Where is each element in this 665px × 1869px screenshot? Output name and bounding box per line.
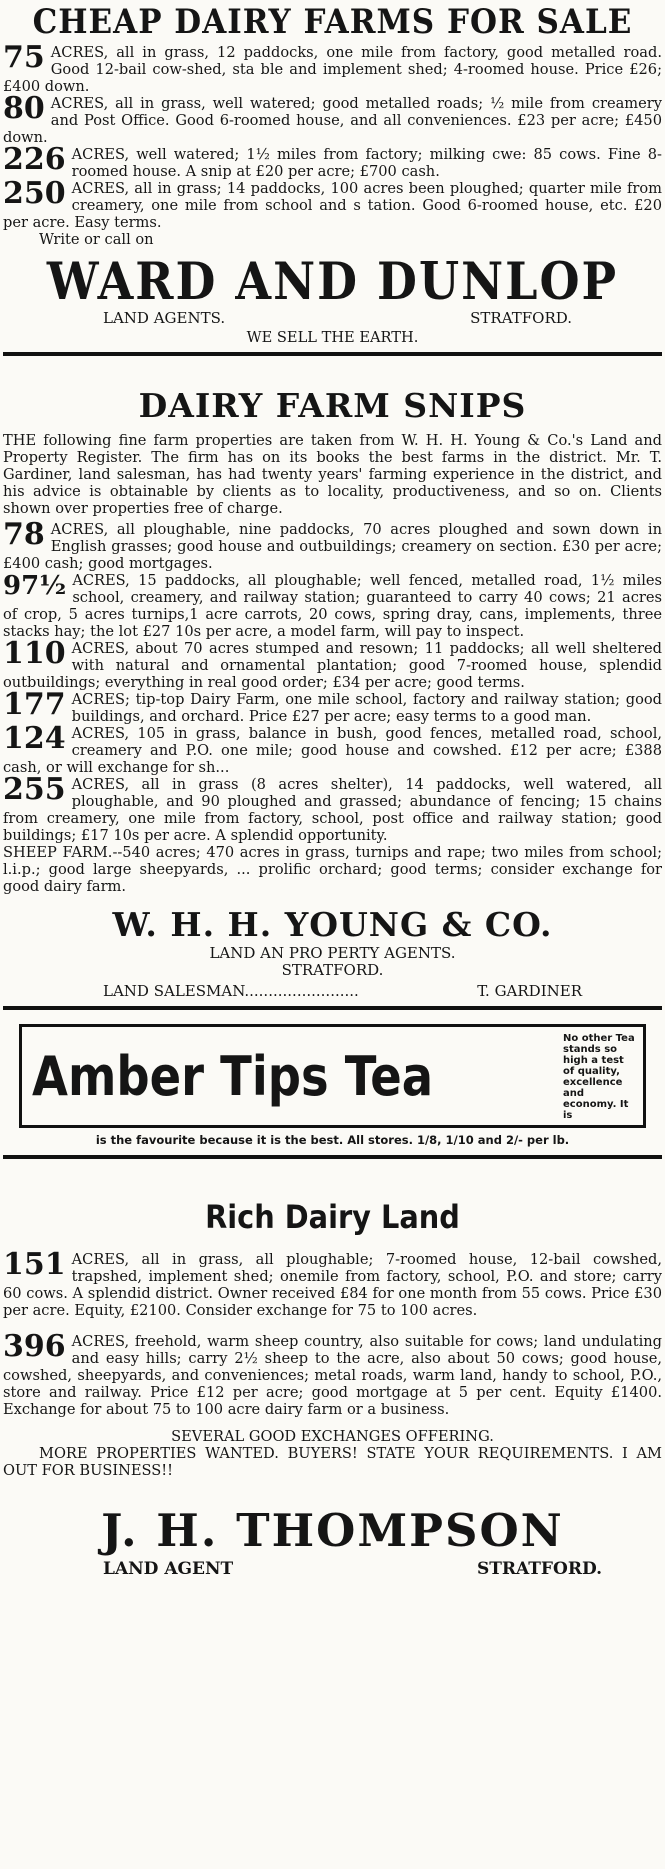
listing-255 — [3, 772, 662, 844]
listing-250 — [3, 176, 662, 231]
listing-text: ACRES, all in grass, 12 paddocks, one mile from factory, good metalled road. Good 12-bail cow-shed, sta ble and implement shed; 4-roomed house. Price £26; £400 down. — [3, 44, 662, 95]
listing-80 — [3, 91, 662, 146]
listing-number: 78 — [3, 517, 45, 552]
tea-side-text: No other Tea stands so high a test of quality, excellence and economy. It is — [563, 1033, 635, 1121]
listing-number: 177 — [3, 687, 66, 722]
listing-124 — [3, 721, 662, 776]
listing-number: 255 — [3, 772, 66, 807]
write-line: Write or call on — [39, 231, 154, 248]
young-co-title: W. H. H. YOUNG & CO. — [112, 905, 553, 944]
listing-number: 250 — [3, 176, 66, 211]
slogan: WE SELL THE EARTH. — [246, 329, 419, 346]
listing-396 — [3, 1329, 662, 1418]
listing-number: 226 — [3, 142, 66, 177]
salesman-name: T. GARDINER — [477, 982, 582, 1000]
ad2-heading: DAIRY FARM SNIPS — [138, 386, 527, 425]
listing-177 — [3, 687, 662, 725]
listing-text: ACRES, all in grass, well watered; good metalled roads; ½ mile from creamery and Post Office. Good 6-roomed house, and all conveniences. £23 per acre; £450 down. — [3, 95, 662, 146]
listing-text: ACRES, freehold, warm sheep country, also suitable for cows; land undulating and easy hills; carry 2½ sheep to the acre, also about 50 cows; good house, cowshed, sheepyards, and conveniences; metal roads, warm land, handy to school, P.O., store and railway. Price £12 per acre; good mortgage at 5 per cent. Equity £1400. Exchange for about 75 to 100 acre dairy farm or a business. — [3, 1333, 662, 1418]
listing-number: 75 — [3, 40, 45, 75]
divider — [3, 352, 662, 356]
ad1-heading: CHEAP DAIRY FARMS FOR SALE — [32, 2, 633, 42]
ward-dunlop-ad — [3, 2, 662, 356]
tea-ad — [3, 1024, 662, 1159]
listing-number: 80 — [3, 91, 45, 126]
stratford-label: STRATFORD. — [476, 1559, 602, 1579]
listing-text: ACRES, 15 paddocks, all ploughable; well fenced, metalled road, 1½ miles school, creamery, and railway station; guaranteed to carry 40 cows; 21 acres of crop, 5 acres turnips,1 acre carrots, 20 cows, spring dray, cans, implements, three stacks hay; the lot £27 10s per acre, a model farm, will pay to inspect. — [3, 572, 662, 640]
listing-text: ACRES, well watered; 1½ miles from factory; milking cwe: 85 cows. Fine 8-roomed house. A snip at £20 per acre; £700 cash. — [71, 146, 662, 180]
listing-text: ACRES, 105 in grass, balance in bush, good fences, metalled road, school, creamery and P.O. one mile; good house and cowshed. £12 per acre; £388 cash, or will exchange for sh... — [3, 725, 662, 776]
ward-dunlop-title: WARD AND DUNLOP — [46, 250, 619, 312]
listing-75 — [3, 40, 662, 95]
listing-text: ACRES, about 70 acres stumped and resown; 11 paddocks; all well sheltered with natural and ornamental plantation; good 7-roomed house, splendid outbuildings; everything in real good order; £34 per acre; good terms. — [3, 640, 662, 691]
listing-78 — [3, 517, 662, 572]
listing-text: ACRES, all ploughable, nine paddocks, 70 acres ploughed and sown down in English grasses; good house and outbuildings; creamery on section. £30 per acre; £400 cash; good mortgages. — [3, 521, 662, 572]
sheep-farm-listing: SHEEP FARM.--540 acres; 470 acres in grass, turnips and rape; two miles from school; l.i.p.; good large sheepyards, ... prolific orchard; good terms; consider exchange for good dairy farm. — [3, 844, 662, 895]
ad3-heading: Rich Dairy Land — [205, 1198, 460, 1236]
land-agent-label: LAND AGENT — [103, 1559, 234, 1579]
listing-226 — [3, 142, 662, 180]
wanted-line: MORE PROPERTIES WANTED. BUYERS! STATE YOUR REQUIREMENTS. I AM OUT FOR BUSINESS!! — [3, 1445, 662, 1479]
listing-number: 396 — [3, 1329, 66, 1364]
divider — [3, 1006, 662, 1010]
listing-number: 151 — [3, 1247, 66, 1282]
tea-box — [19, 1024, 646, 1128]
listing-151 — [3, 1247, 662, 1319]
thompson-ad — [3, 1197, 662, 1578]
listing-110 — [3, 636, 662, 691]
stratford-label: STRATFORD. — [470, 309, 572, 327]
stratford-label: STRATFORD. — [281, 961, 384, 979]
exchanges-line: SEVERAL GOOD EXCHANGES OFFERING. — [171, 1428, 494, 1445]
thompson-title: J. H. THOMPSON — [101, 1504, 564, 1557]
salesman-line — [3, 979, 662, 1000]
young-co-ad — [3, 384, 662, 1010]
agents-subline: LAND AN PRO PERTY AGENTS. — [209, 944, 456, 962]
listing-text: ACRES; tip-top Dairy Farm, one mile school, factory and railway station; good buildings, and orchard. Price £27 per acre; easy terms to a good man. — [71, 691, 662, 725]
ad1-subline — [3, 310, 662, 327]
intro-paragraph: THE following fine farm properties are taken from W. H. H. Young & Co.'s Land and Property Register. The firm has on its books the best farms in the district. Mr. T. Gardiner, land salesman, has had twenty years' farming experience in the district, and his advice is obtainable by clients as to locality, productiveness, and so on. Clients shown over properties free of charge. — [3, 432, 662, 517]
listing-number: 97½ — [3, 571, 67, 601]
listing-text: ACRES, all in grass, all ploughable; 7-roomed house, 12-bail cowshed, trapshed, implement shed; onemile from factory, school, P.O. and store; carry 60 cows. A splendid district. Owner received £84 for one month from 55 cows. Price £30 per acre. Equity, £2100. Consider exchange for 75 to 100 acres. — [3, 1251, 662, 1319]
listing-97 — [3, 572, 662, 640]
newspaper-page — [0, 2, 665, 1869]
listing-number: 110 — [3, 636, 66, 671]
divider — [3, 1155, 662, 1159]
listing-text: ACRES, all in grass (8 acres shelter), 14 paddocks, well watered, all ploughable, and 90 ploughed and grassed; abundance of fencing; 15 chains from creamery, one mile from factory, school, post office and railway station; good buildings; £17 10s per acre. A splendid opportunity. — [3, 776, 662, 844]
salesman-label: LAND SALESMAN........................ — [103, 982, 359, 1000]
tea-title: Amber Tips Tea — [32, 1045, 434, 1108]
listing-text: ACRES, all in grass; 14 paddocks, 100 acres been ploughed; quarter mile from creamery, one mile from school and s tation. Good 6-roomed house, etc. £20 per acre. Easy terms. — [3, 180, 662, 231]
listing-number: 124 — [3, 721, 66, 756]
ad3-subline — [3, 1561, 662, 1578]
tea-footer: is the favourite because it is the best. All stores. 1/8, 1/10 and 2/- per lb. — [95, 1133, 570, 1147]
land-agents-label: LAND AGENTS. — [103, 309, 226, 327]
